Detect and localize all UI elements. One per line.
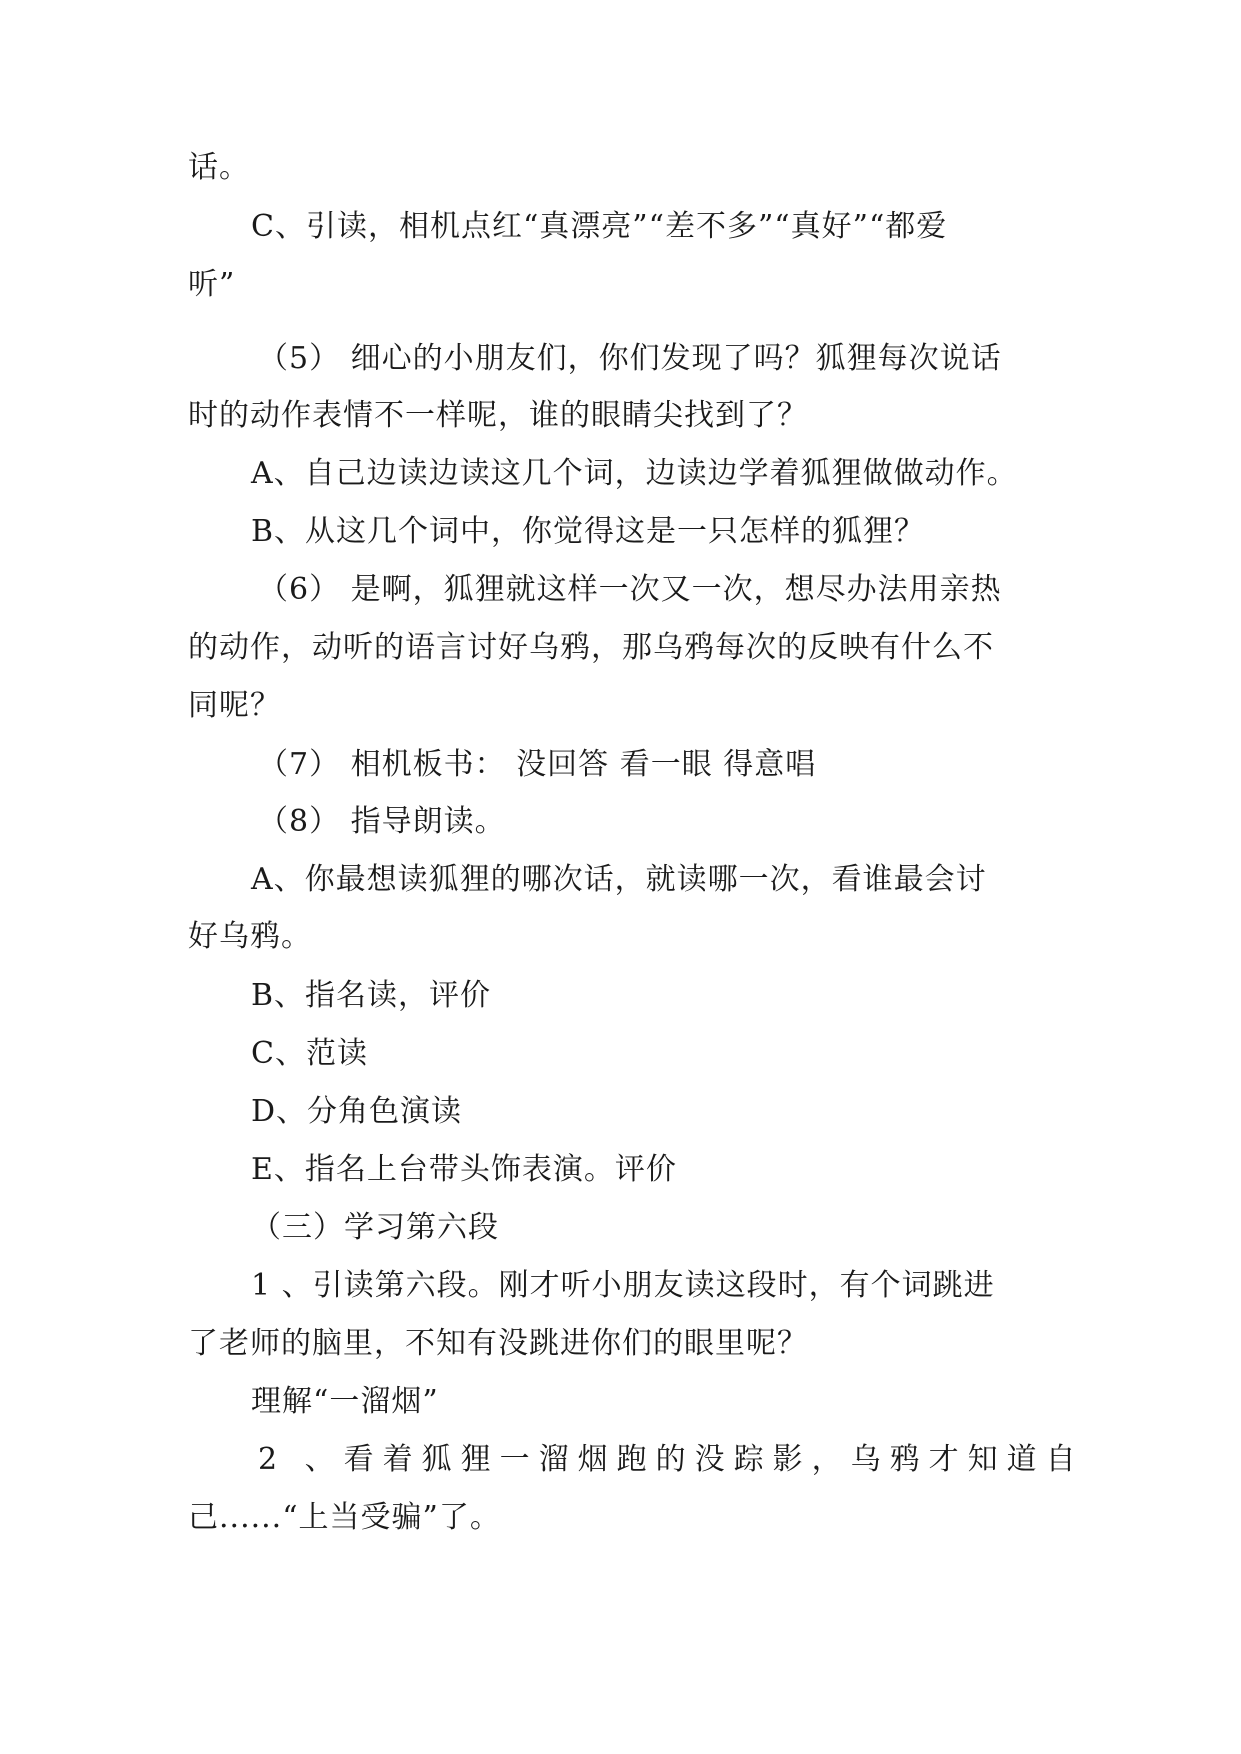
text-line: 时的动作表情不一样呢，谁的眼睛尖找到了？ — [188, 398, 808, 433]
text-line: 2 、看着狐狸一溜烟跑的没踪影，乌鸦才知道自 — [258, 1442, 1085, 1477]
text-line: （5） 细心的小朋友们，你们发现了吗？狐狸每次说话 — [258, 341, 1002, 376]
text-line: C、引读，相机点红“真漂亮”“差不多”“真好”“都爱 — [251, 209, 948, 244]
text-line: A、自己边读边读这几个词，边读边学着狐狸做做动作。 — [251, 456, 1018, 491]
text-line: 同呢？ — [188, 688, 281, 723]
text-line: 听” — [188, 267, 236, 302]
text-line: 己......“上当受骗”了。 — [188, 1500, 501, 1535]
text-line: （6） 是啊，狐狸就这样一次又一次，想尽办法用亲热 — [258, 572, 1002, 607]
text-line: 了老师的脑里，不知有没跳进你们的眼里呢？ — [188, 1326, 808, 1361]
text-line: B、从这几个词中，你觉得这是一只怎样的狐狸？ — [251, 514, 926, 549]
text-line: A、你最想读狐狸的哪次话，就读哪一次，看谁最会讨 — [251, 862, 987, 897]
text-line: 好乌鸦。 — [188, 919, 312, 954]
text-line: （7） 相机板书： 没回答 看一眼 得意唱 — [258, 747, 817, 782]
section-heading: （三）学习第六段 — [251, 1210, 499, 1245]
text-line: D、分角色演读 — [251, 1094, 463, 1129]
text-line: B、指名读，评价 — [251, 978, 492, 1013]
text-line: 话。 — [188, 150, 250, 185]
text-line: 的动作，动听的语言讨好乌鸦，那乌鸦每次的反映有什么不 — [188, 630, 994, 665]
text-line: C、范读 — [251, 1036, 368, 1071]
text-line: E、指名上台带头饰表演。评价 — [251, 1152, 677, 1187]
text-line: 1 、引读第六段。刚才听小朋友读这段时，有个词跳进 — [251, 1268, 995, 1303]
text-line: 理解“一溜烟” — [251, 1384, 439, 1419]
text-line: （8） 指导朗读。 — [258, 804, 506, 839]
